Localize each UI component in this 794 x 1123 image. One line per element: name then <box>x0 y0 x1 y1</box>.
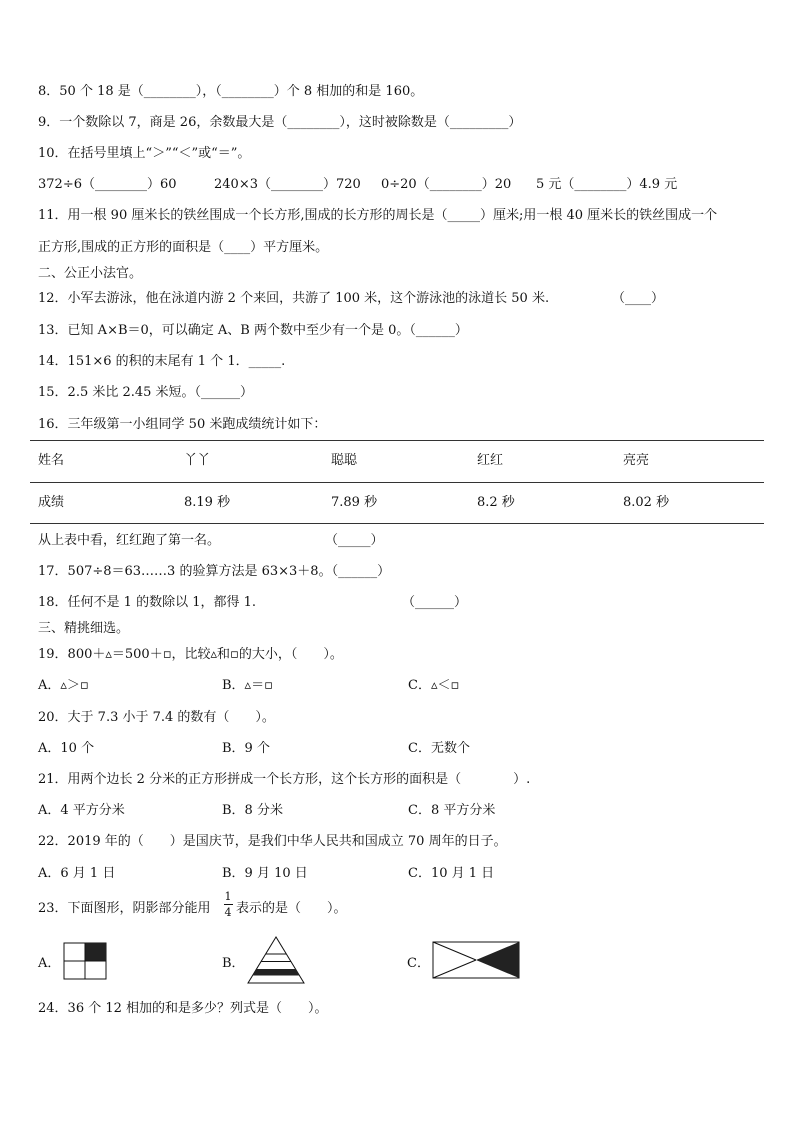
q22-option-b: B．9 月 10 日 <box>222 866 308 881</box>
q16-blank: （_____） <box>325 533 384 548</box>
section-3-heading: 三、精挑细选。 <box>38 621 130 636</box>
q20-option-a: A．10 个 <box>38 741 95 756</box>
table-top-rule <box>30 440 764 441</box>
q12-text: 12．小军去游泳，他在泳道内游 2 个来回，共游了 100 米，这个游泳池的泳道长 50 米. <box>38 291 550 306</box>
q22-option-c: C．10 月 1 日 <box>408 866 495 881</box>
question-21: 21．用两个边长 2 分米的正方形拼成一个长方形，这个长方形的面积是（ ）. <box>38 772 531 787</box>
table-header-cell: 亮亮 <box>623 453 650 468</box>
q21-option-c: C．8 平方分米 <box>408 803 496 818</box>
q21-option-b: B．8 分米 <box>222 803 283 818</box>
question-23-suffix: 表示的是（ ）。 <box>236 901 347 916</box>
question-9: 9．一个数除以 7，商是 26，余数最大是（________），这时被除数是（_________） <box>38 115 522 130</box>
fraction-bar <box>224 904 233 905</box>
table-cell: 8.19 秒 <box>184 495 231 510</box>
q19-option-a: A．▵＞▫ <box>38 678 89 693</box>
question-17: 17．507÷8＝63……3 的验算方法是 63×3＋8。（______） <box>38 564 391 579</box>
question-16: 16．三年级第一小组同学 50 米跑成绩统计如下： <box>38 417 327 432</box>
q16-statement-text: 从上表中看，红红跑了第一名。 <box>38 533 221 548</box>
question-11-line-1: 11．用一根 90 厘米长的铁丝围成一个长方形,围成的长方形的周长是（_____）厘米;用一根 40 厘米长的铁丝围成一个 <box>38 208 718 223</box>
q10-item-4: 5 元（________）4.9 元 <box>536 177 678 192</box>
table-header-cell: 红红 <box>477 453 504 468</box>
q19-option-b: B．▵＝▫ <box>222 678 273 693</box>
table-cell: 8.2 秒 <box>477 495 515 510</box>
q18-blank: （______） <box>402 595 468 610</box>
section-2-heading: 二、公正小法官。 <box>38 266 143 281</box>
table-header-cell: 丫丫 <box>184 453 211 468</box>
table-mid-rule <box>30 482 764 483</box>
table-bottom-rule <box>30 523 764 524</box>
table-row-label: 成绩 <box>38 495 65 510</box>
q23-figure-b-triangle-icon <box>246 935 306 985</box>
question-8: 8．50 个 18 是（________），（________）个 8 相加的和是 160。 <box>38 84 424 99</box>
q19-option-c: C．▵＜▫ <box>408 678 460 693</box>
question-13: 13．已知 A×B＝0，可以确定 A、B 两个数中至少有一个是 0。（______） <box>38 323 468 338</box>
q10-item-1: 372÷6（________）60 <box>38 177 177 192</box>
table-header-cell: 姓名 <box>38 453 65 468</box>
question-19: 19．800＋▵＝500＋▫，比较▵和▫的大小，（ ）。 <box>38 647 343 662</box>
question-22: 22．2019 年的（ ）是国庆节，是我们中华人民共和国成立 70 周年的日子。 <box>38 834 507 849</box>
q10-item-2: 240×3（________）720 <box>214 177 361 192</box>
q23-option-b-label: B． <box>222 956 245 971</box>
fraction-numerator: 1 <box>224 890 232 903</box>
table-header-cell: 聪聪 <box>331 453 358 468</box>
q21-option-a: A．4 平方分米 <box>38 803 125 818</box>
question-14: 14．151×6 的积的末尾有 1 个 1．_____. <box>38 354 286 369</box>
q12-blank: （____） <box>612 291 665 306</box>
q22-option-a: A．6 月 1 日 <box>38 866 116 881</box>
table-cell: 7.89 秒 <box>331 495 378 510</box>
q20-option-c: C．无数个 <box>408 741 470 756</box>
question-24: 24．36 个 12 相加的和是多少？列式是（ ）。 <box>38 1001 328 1016</box>
q23-option-a-label: A． <box>38 956 61 971</box>
q18-text: 18．任何不是 1 的数除以 1，都得 1. <box>38 595 257 610</box>
q20-option-b: B．9 个 <box>222 741 270 756</box>
q10-item-3: 0÷20（________）20 <box>381 177 512 192</box>
question-20: 20．大于 7.3 小于 7.4 的数有（ ）。 <box>38 710 275 725</box>
q23-option-c-label: C． <box>407 956 430 971</box>
fraction-denominator: 4 <box>224 906 232 919</box>
question-23-prefix: 23．下面图形，阴影部分能用 <box>38 901 211 916</box>
q23-figure-a-grid-icon <box>63 942 107 980</box>
table-cell: 8.02 秒 <box>623 495 670 510</box>
question-10: 10．在括号里填上“＞”“＜”或“＝”。 <box>38 146 251 161</box>
question-11-line-2: 正方形,围成的正方形的面积是（____）平方厘米。 <box>38 240 329 255</box>
q23-figure-c-rectangle-icon <box>432 941 520 979</box>
question-15: 15．2.5 米比 2.45 米短。（______） <box>38 385 254 400</box>
